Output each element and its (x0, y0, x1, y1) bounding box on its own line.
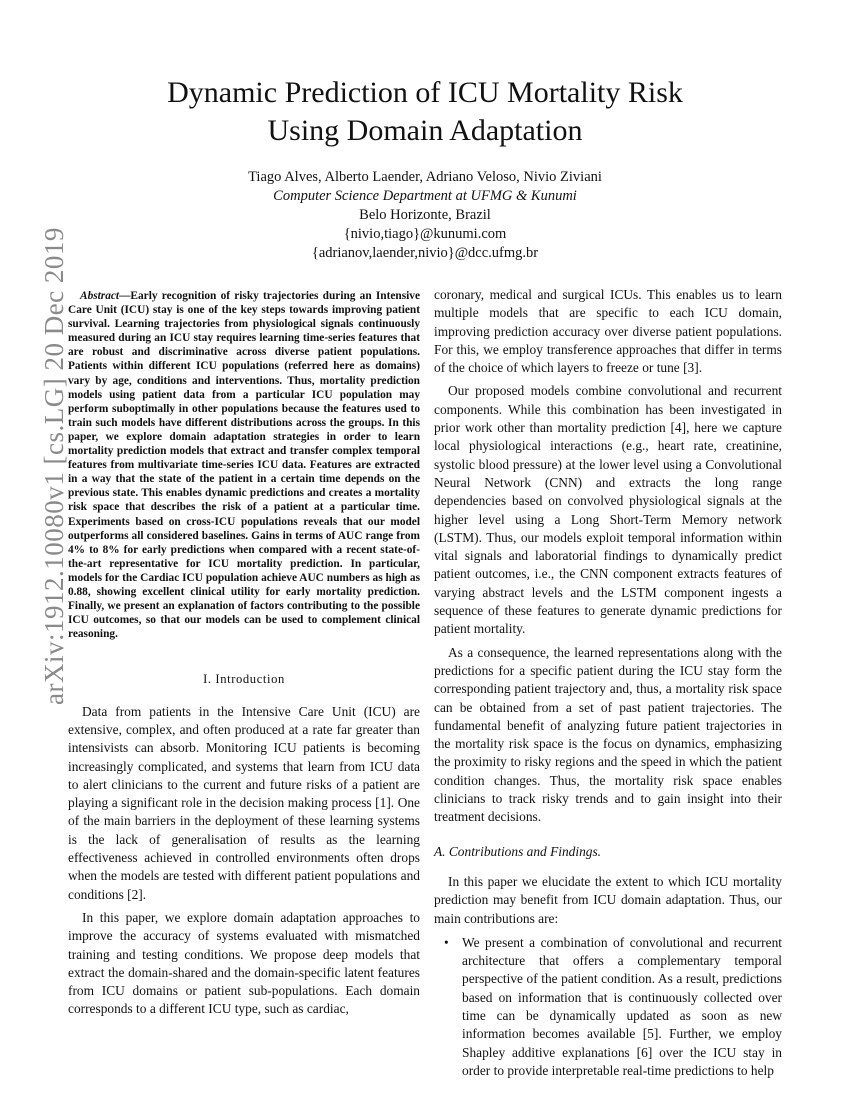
right-paragraph-4: In this paper we elucidate the extent to which ICU mortality prediction may benefit from ICU domain adaptation. Thus, our main contributions are: (434, 873, 782, 926)
right-paragraph-3: As a consequence, the learned representations along with the predictions for a specific patient during the ICU stay form the corresponding patient trajectory and, thus, a mortality risk space can be obtained from a set of past patient trajectories. The fundamental benefit of analyzing future patient trajectories in the mortality risk space is the focus on dynamics, emphasizing the proximity to risky regions and the speed in which the patient condition changes. Thus, the mortality risk space enables clinicians to track risky trends and to gain insight into their treatment decisions. (434, 644, 782, 825)
author-block (0, 168, 850, 263)
email-line-2: {adrianov,laender,nivio}@dcc.ufmg.br (311, 245, 539, 261)
arxiv-identifier: arXiv:1912.10080v1 [cs.LG] 20 Dec 2019 (39, 227, 69, 705)
contributions-list (434, 934, 782, 1080)
list-item-text: We present a combination of convolutional and recurrent architecture that offers a complementary temporal perspective of the patient condition. As a result, predictions based on information that is continuously collected over time can be dynamically updated as soon as new information becomes available [5]. Further, we employ Shapley additive explanations [6] over the ICU stay in order to provide interpretable real-time predictions to help (462, 934, 782, 1078)
location: Belo Horizonte, Brazil (359, 207, 491, 223)
abstract-label: Abstract (80, 290, 120, 302)
affiliation: Computer Science Department at UFMG & Kunumi (273, 188, 577, 204)
paper-title (0, 74, 850, 150)
subsection-heading-contributions: A. Contributions and Findings. (434, 843, 602, 859)
author-names: Tiago Alves, Alberto Laender, Adriano Veloso, Nivio Ziviani (248, 169, 602, 185)
intro-paragraph-1: Data from patients in the Intensive Care Unit (ICU) are extensive, complex, and often produced at a rate far greater than intensivists can absorb. Monitoring ICU patients is becoming increasingly complicated, and systems that learn from ICU data to alert clinicians to the current and future risks of a patient are playing a significant role in the decision making process [1]. One of the main barriers in the deployment of these learning systems is the lack of generalisation of results as the learning effectiveness achieved in controlled environments often drops when the models are tested with different patient populations and conditions [2]. (68, 703, 420, 902)
title-line-2: Using Domain Adaptation (267, 114, 583, 147)
right-paragraph-2: Our proposed models combine convolutional and recurrent components. While this combination has been investigated in prior work other than mortality prediction [4], here we capture local physiological interactions (e.g., heart rate, creatinine, systolic blood pressure) at the lower level using a Convolutional Neural Network (CNN) and extracts the long range dependencies based on convolved physiological signals at the higher level using a Long Short-Term Memory network (LSTM). Thus, our models exploit temporal information within vital signals and laboratorial findings to dynamically predict patient outcomes, i.e., the CNN component extracts features of varying abstract levels and the LSTM component ingests a sequence of these features to generate dynamic predictions for patient mortality. (434, 383, 782, 637)
left-column (68, 289, 420, 1024)
right-paragraph-1: coronary, medical and surgical ICUs. This enables us to learn multiple models that are specific to each ICU domain, improving prediction accuracy over diverse patient populations. For this, we employ transference approaches that differ in terms of the choice of which layers to freeze or tune [3]. (434, 287, 782, 376)
email-line-1: {nivio,tiago}@kunumi.com (343, 226, 507, 242)
title-line-1: Dynamic Prediction of ICU Mortality Risk (167, 76, 683, 109)
bullet-icon: • (444, 934, 449, 950)
section-heading-text: I. Introduction (203, 672, 285, 687)
abstract-text: —Early recognition of risky trajectories during an Intensive Care Unit (ICU) stay is one of the key steps towards improving patient survival. Learning trajectories from physiological signals continuously measured during an ICU stay requires learning time-series features that are robust and discriminative across diverse patient populations. Patients within different ICU populations (referred here as domains) vary by age, conditions and interventions. Thus, mortality prediction models using patient data from a particular ICU population may perform suboptimally in other populations because the features used to train such models have different distributions across the groups. In this paper, we explore domain adaptation strategies in order to learn mortality prediction models that extract and transfer complex temporal features from multivariate time-series ICU data. Features are extracted in a way that the state of the patient in a certain time depends on the previous state. This enables dynamic predictions and creates a mortality risk space that describes the risk of a patient at a particular time. Experiments based on cross-ICU populations reveals that our model outperforms all considered baselines. Gains in terms of AUC range from 4% to 8% for early predictions when compared with a recent state-of-the-art representative for ICU mortality prediction. In particular, models for the Cardiac ICU population achieve AUC numbers as high as 0.88, showing excellent clinical utility for early mortality prediction. Finally, we present an explanation of factors contributing to the possible ICU outcomes, so that our models can be used to complement clinical reasoning. (68, 290, 420, 641)
section-heading-introduction (68, 670, 420, 688)
right-column (434, 286, 782, 1080)
list-item (444, 934, 782, 1080)
abstract (68, 289, 420, 641)
intro-paragraph-2: In this paper, we explore domain adaptation approaches to improve the accuracy of systems evaluated with mismatched training and testing conditions. We propose deep models that extract the domain-shared and the domain-specific latent features from ICU domains or patient sub-populations. Each domain corresponds to a different ICU type, such as cardiac, (68, 909, 420, 1017)
